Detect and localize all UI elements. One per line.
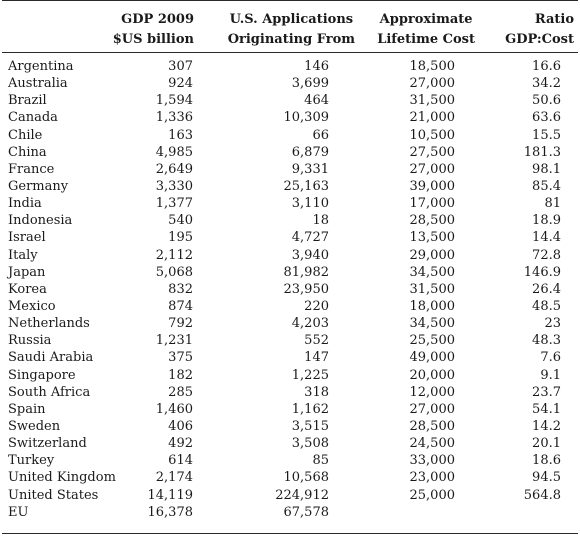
table-row [0,469,580,486]
ratio-cell: 34.2 [532,76,561,92]
table-top-rule [2,0,578,1]
table-row [0,435,580,452]
gdp-cell: 285 [168,384,193,400]
gdp-cell: 307 [168,59,193,74]
header-cost-line2: Lifetime Cost [377,32,475,47]
applications-cell: 23,950 [283,281,329,297]
gdp-cell: 5,068 [155,264,193,280]
gdp-cell: 792 [168,316,193,332]
table-row [0,281,580,298]
country-cell: Australia [8,76,68,92]
country-cell: Germany [8,178,69,194]
cost-cell: 29,000 [409,247,455,263]
applications-cell: 67,578 [283,504,329,520]
header-ratio-line1: Ratio [534,12,574,27]
country-cell: Canada [8,110,58,126]
applications-cell: 3,699 [291,76,329,92]
country-cell: Korea [8,281,47,297]
applications-cell: 18 [312,213,329,229]
applications-cell: 147 [304,350,329,366]
cost-cell: 28,500 [409,418,455,434]
gdp-cell: 195 [168,230,193,246]
ratio-cell: 18.6 [532,453,561,469]
ratio-cell: 54.1 [532,401,561,417]
gdp-cell: 1,594 [155,93,193,109]
table-row [0,332,580,349]
gdp-cell: 1,460 [155,401,193,417]
gdp-cell: 16,378 [147,504,193,520]
country-cell: South Africa [8,384,91,400]
country-cell: Singapore [8,367,76,383]
cost-cell: 18,500 [409,59,455,74]
gdp-cell: 614 [168,453,193,469]
country-cell: Netherlands [8,316,90,332]
applications-cell: 81,982 [283,264,329,280]
table-row [0,349,580,366]
country-cell: China [8,144,47,160]
applications-cell: 3,110 [291,196,329,212]
table-row [0,264,580,281]
applications-cell: 85 [312,453,329,469]
ratio-cell: 18.9 [532,213,561,229]
gdp-cell: 874 [168,298,193,314]
table-row [0,247,580,264]
country-cell: Chile [8,127,43,143]
header-applications-line1: U.S. Applications [229,12,354,27]
applications-cell: 66 [312,127,329,143]
table-body [0,58,580,521]
gdp-cell: 406 [168,418,193,434]
gdp-cell: 375 [168,350,193,366]
applications-cell: 552 [304,333,329,349]
applications-cell: 3,515 [291,418,329,434]
country-cell: Argentina [8,59,74,74]
country-cell: Spain [8,401,46,417]
gdp-cell: 832 [168,281,193,297]
table-row [0,144,580,161]
cost-cell: 28,500 [409,213,455,229]
cost-cell: 49,000 [409,350,455,366]
country-cell: Indonesia [8,213,73,229]
gdp-cell: 540 [168,213,193,229]
country-cell: Israel [8,230,46,246]
applications-cell: 318 [304,384,329,400]
country-cell: France [8,161,55,177]
table-bottom-rule [2,533,578,534]
ratio-cell: 9.1 [540,367,561,383]
applications-cell: 10,568 [283,470,329,486]
table-row [0,212,580,229]
applications-cell: 3,940 [291,247,329,263]
ratio-cell: 23.7 [532,384,561,400]
gdp-cell: 2,174 [155,470,193,486]
applications-cell: 4,727 [291,230,329,246]
table-row [0,504,580,521]
ratio-cell: 14.4 [532,230,561,246]
table-row [0,75,580,92]
country-cell: Russia [8,333,52,349]
gdp-cell: 2,649 [155,161,193,177]
country-cell: Saudi Arabia [8,350,94,366]
gdp-cell: 1,231 [155,333,193,349]
cost-cell: 27,500 [409,144,455,160]
cost-cell: 34,500 [409,264,455,280]
ratio-cell: 50.6 [532,93,561,109]
ratio-cell: 181.3 [523,144,561,160]
ratio-cell: 14.2 [532,418,561,434]
cost-cell: 27,000 [409,401,455,417]
header-cost [377,10,475,50]
table-row [0,315,580,332]
applications-cell: 4,203 [291,316,329,332]
applications-cell: 25,163 [283,178,329,194]
gdp-cell: 3,330 [155,178,193,194]
ratio-cell: 23 [544,316,561,332]
ratio-cell: 72.8 [532,247,561,263]
gdp-cell: 4,985 [155,144,193,160]
cost-cell: 18,000 [409,298,455,314]
cost-cell: 31,500 [409,93,455,109]
country-cell: Brazil [8,93,47,109]
cost-cell: 17,000 [409,196,455,212]
ratio-cell: 7.6 [540,350,561,366]
table-row [0,178,580,195]
cost-cell: 27,000 [409,161,455,177]
gdp-cell: 492 [168,436,193,452]
cost-cell: 24,500 [409,436,455,452]
cost-cell: 33,000 [409,453,455,469]
table-row [0,161,580,178]
applications-cell: 146 [304,59,329,74]
applications-cell: 6,879 [291,144,329,160]
ratio-cell: 85.4 [532,178,561,194]
table-row [0,452,580,469]
cost-cell: 25,000 [409,487,455,503]
ratio-cell: 81 [544,196,561,212]
country-cell: United Kingdom [8,470,116,486]
header-ratio-line2: GDP:Cost [505,32,574,47]
applications-cell: 220 [304,298,329,314]
ratio-cell: 564.8 [523,487,561,503]
country-cell: Switzerland [8,436,87,452]
table-row [0,92,580,109]
gdp-cell: 182 [168,367,193,383]
header-applications-line2: Originating From [227,32,355,47]
gdp-cell: 924 [168,76,193,92]
cost-cell: 10,500 [409,127,455,143]
gdp-cell: 1,336 [155,110,193,126]
applications-cell: 9,331 [291,161,329,177]
country-cell: Japan [8,264,46,280]
table-row [0,298,580,315]
country-cell: United States [8,487,99,503]
table-row [0,229,580,246]
cost-cell: 34,500 [409,316,455,332]
country-cell: EU [8,504,29,520]
country-cell: India [8,196,42,212]
header-applications [228,10,355,50]
applications-cell: 464 [304,93,329,109]
cost-cell: 13,500 [409,230,455,246]
ratio-cell: 94.5 [532,470,561,486]
ratio-cell: 48.3 [532,333,561,349]
ratio-cell: 98.1 [532,161,561,177]
table-row [0,58,580,75]
header-ratio [505,10,574,50]
applications-cell: 1,225 [291,367,329,383]
ratio-cell: 146.9 [523,264,561,280]
ratio-cell: 20.1 [532,436,561,452]
applications-cell: 1,162 [291,401,329,417]
cost-cell: 39,000 [409,178,455,194]
cost-cell: 25,500 [409,333,455,349]
table-row [0,418,580,435]
applications-cell: 10,309 [283,110,329,126]
cost-cell: 27,000 [409,76,455,92]
country-cell: Turkey [8,453,55,469]
country-cell: Sweden [8,418,61,434]
cost-cell: 31,500 [409,281,455,297]
gdp-cell: 1,377 [155,196,193,212]
table-row [0,487,580,504]
ratio-cell: 15.5 [532,127,561,143]
header-gdp-line1: GDP 2009 [121,12,194,27]
cost-cell: 23,000 [409,470,455,486]
cost-cell: 21,000 [409,110,455,126]
applications-cell: 224,912 [275,487,329,503]
country-cell: Italy [8,247,38,263]
cost-cell: 12,000 [409,384,455,400]
ratio-cell: 16.6 [532,59,561,74]
table-row [0,109,580,126]
gdp-cell: 163 [168,127,193,143]
ratio-cell: 63.6 [532,110,561,126]
gdp-cell: 2,112 [155,247,193,263]
table-row [0,401,580,418]
ratio-cell: 48.5 [532,298,561,314]
gdp-cell: 14,119 [147,487,193,503]
table-row [0,195,580,212]
header-cost-line1: Approximate [379,12,473,27]
applications-cell: 3,508 [291,436,329,452]
header-gdp [113,10,194,50]
table-row [0,384,580,401]
header-rule [2,52,578,53]
ratio-cell: 26.4 [532,281,561,297]
header-gdp-line2: $US billion [112,32,194,47]
country-cell: Mexico [8,298,56,314]
cost-cell: 20,000 [409,367,455,383]
table-row [0,127,580,144]
table-row [0,367,580,384]
